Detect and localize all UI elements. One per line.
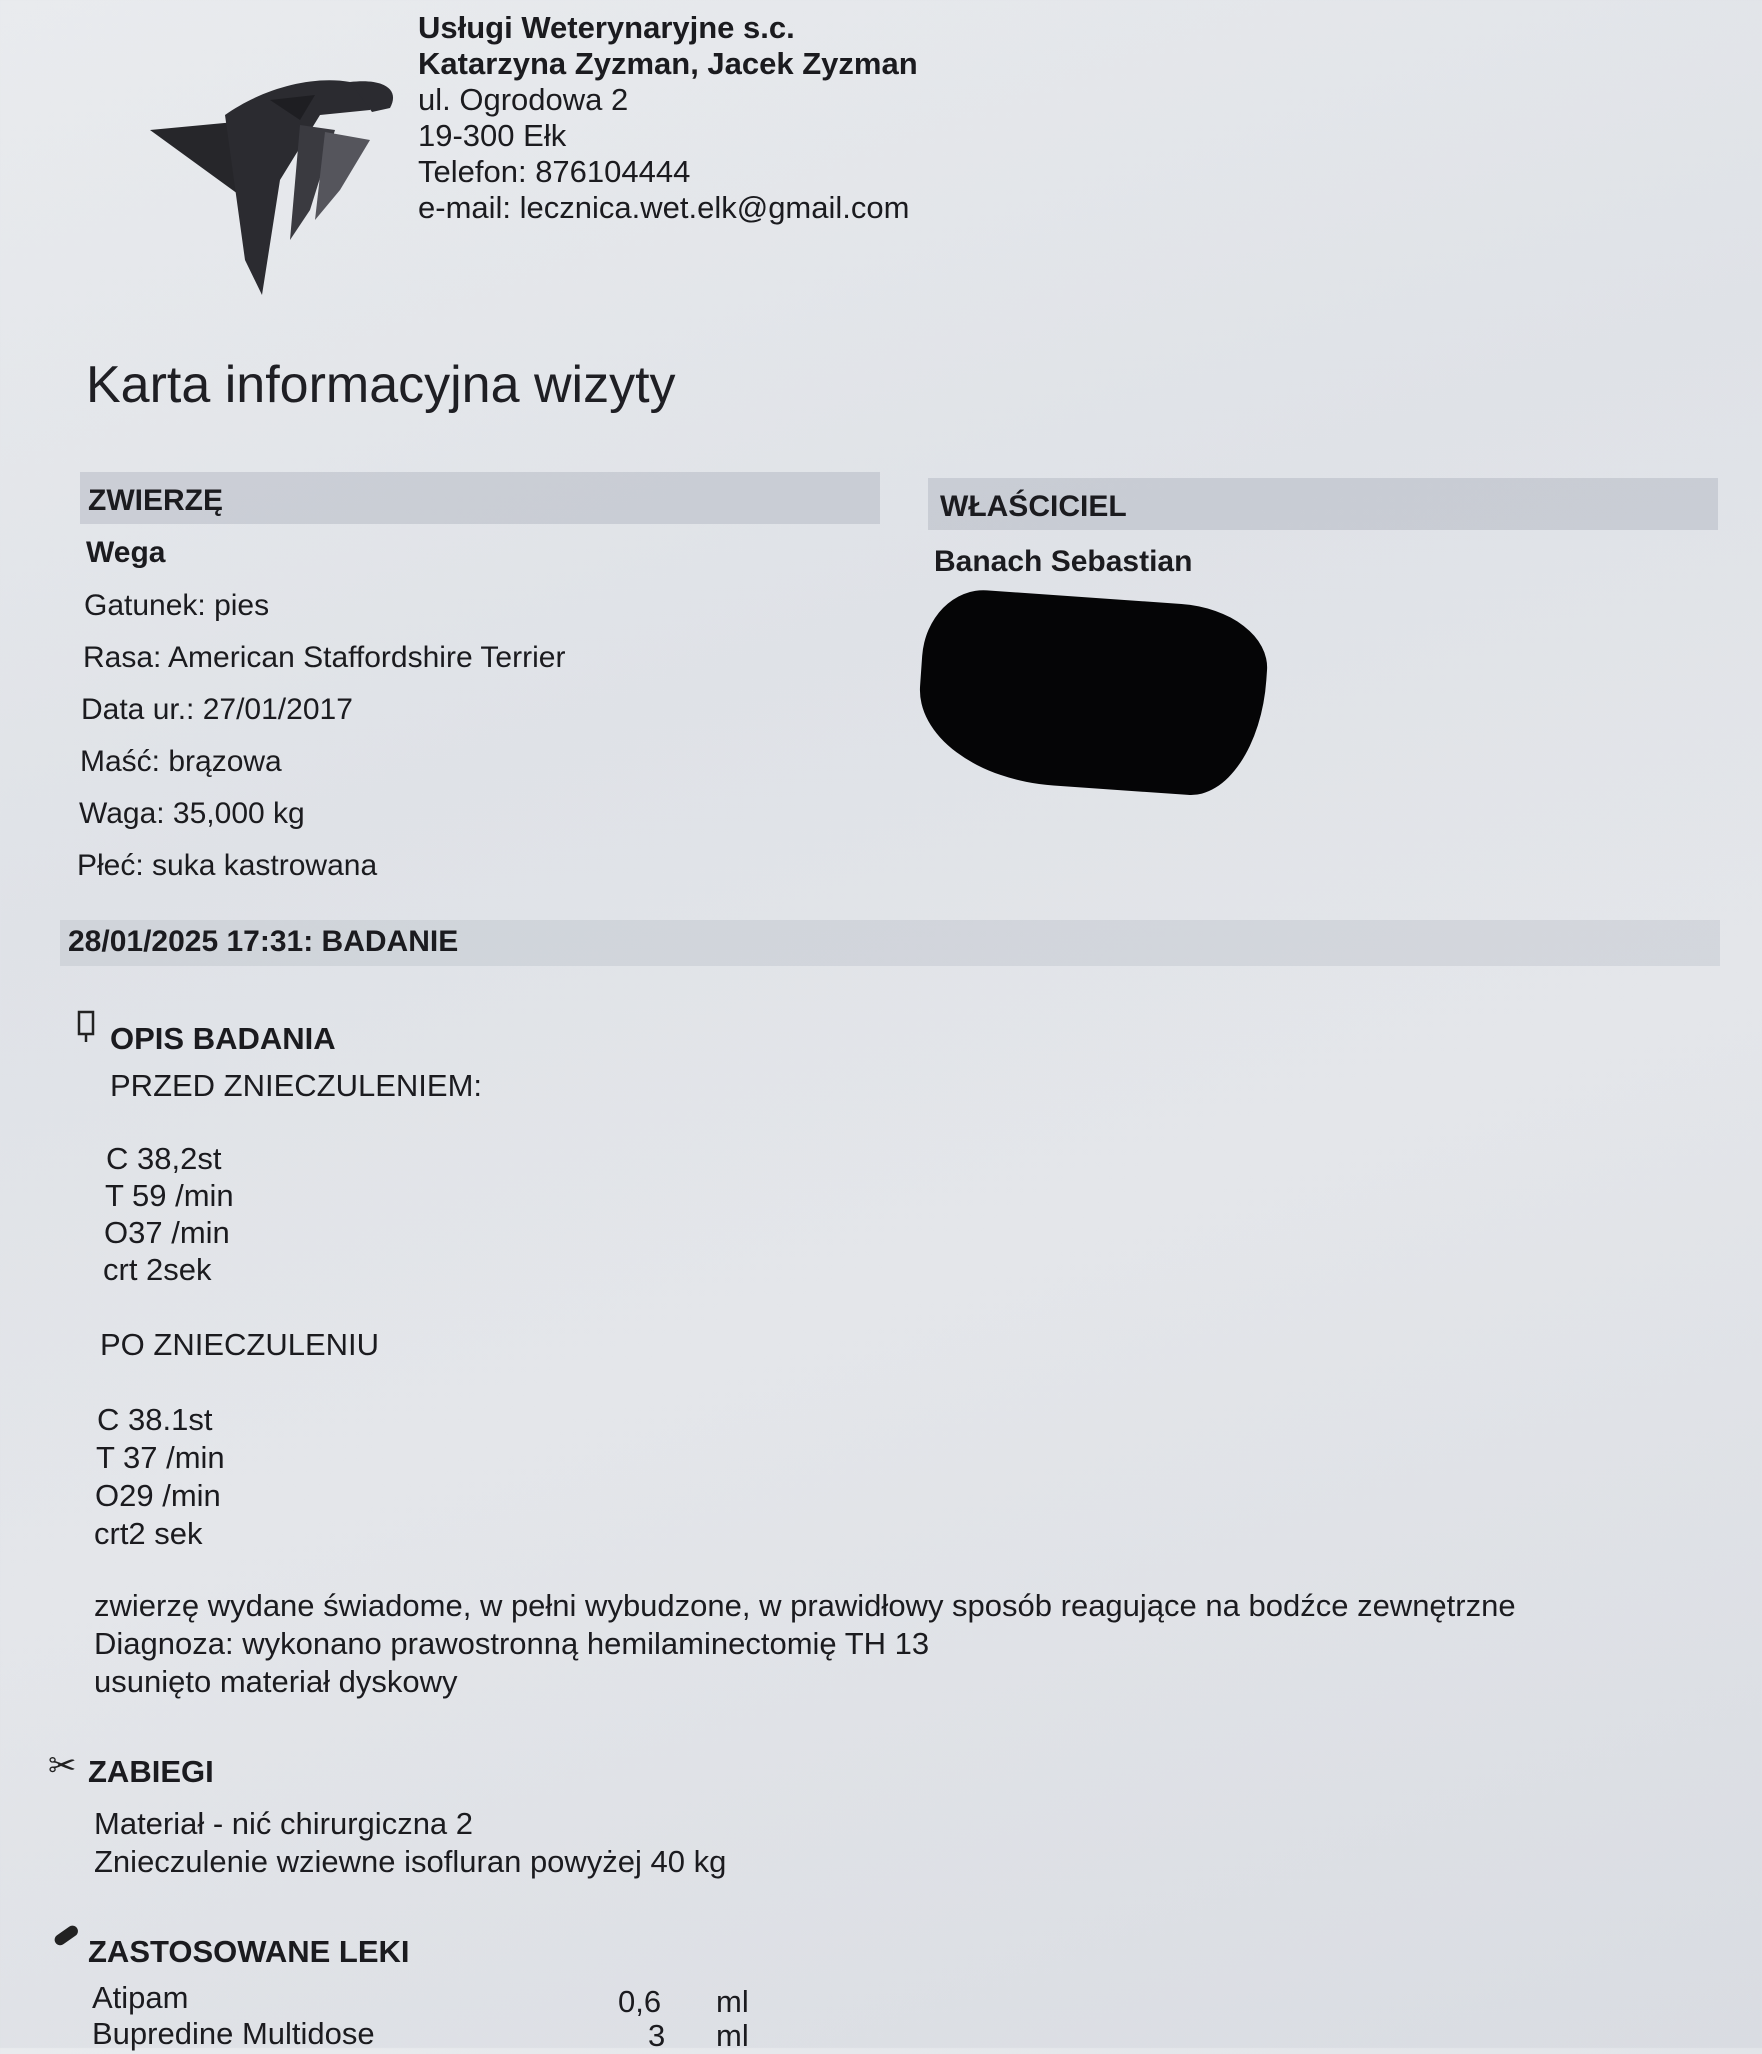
medication-amount: 3 bbox=[648, 2018, 666, 2053]
after-value: crt2 sek bbox=[94, 1516, 203, 1551]
medication-unit: ml bbox=[716, 1984, 749, 2019]
clinic-owners: Katarzyna Zyzman, Jacek Zyzman bbox=[418, 46, 918, 81]
after-anesthesia-title: PO ZNIECZULENIU bbox=[100, 1327, 380, 1362]
clinic-street: ul. Ogrodowa 2 bbox=[418, 82, 629, 117]
clinic-phone: Telefon: 876104444 bbox=[418, 154, 691, 189]
owner-name: Banach Sebastian bbox=[934, 545, 1193, 578]
clinic-header bbox=[418, 10, 918, 226]
animal-species: Gatunek: pies bbox=[84, 589, 270, 622]
clinic-city: 19-300 Ełk bbox=[418, 118, 567, 153]
after-value: T 37 /min bbox=[96, 1440, 225, 1475]
clinic-logo bbox=[150, 70, 400, 295]
pill-icon bbox=[50, 1922, 82, 1956]
before-value: T 59 /min bbox=[105, 1178, 234, 1213]
medications-title: ZASTOSOWANE LEKI bbox=[88, 1934, 410, 1969]
after-value: O29 /min bbox=[95, 1478, 221, 1513]
visit-header: 28/01/2025 17:31: BADANIE bbox=[68, 925, 459, 958]
medication-amount: 0,6 bbox=[618, 1984, 662, 2019]
medication-name: Atipam bbox=[92, 1980, 189, 2015]
before-value: C 38,2st bbox=[106, 1141, 222, 1176]
after-value: C 38.1st bbox=[97, 1402, 213, 1437]
note-line: usunięto materiał dyskowy bbox=[94, 1664, 458, 1699]
clinic-email: e-mail: lecznica.wet.elk@gmail.com bbox=[418, 190, 910, 225]
before-value: crt 2sek bbox=[103, 1252, 212, 1287]
owner-heading: WŁAŚCICIEL bbox=[940, 490, 1127, 523]
procedure-item: Materiał - nić chirurgiczna 2 bbox=[94, 1806, 474, 1841]
animal-breed: Rasa: American Staffordshire Terrier bbox=[83, 641, 566, 674]
before-value: O37 /min bbox=[104, 1215, 230, 1250]
procedure-item: Znieczulenie wziewne isofluran powyżej 40 kg bbox=[94, 1844, 727, 1879]
medication-unit: ml bbox=[716, 2018, 749, 2053]
animal-name: Wega bbox=[86, 536, 166, 569]
note-line: zwierzę wydane świadome, w pełni wybudzone, w prawidłowy sposób reagujące na bodźce zewnętrzne bbox=[94, 1588, 1516, 1623]
procedures-title: ZABIEGI bbox=[88, 1754, 214, 1789]
exam-description-title: OPIS BADANIA bbox=[110, 1021, 336, 1056]
redaction-mark bbox=[914, 586, 1271, 800]
before-anesthesia-title: PRZED ZNIECZULENIEM: bbox=[110, 1068, 483, 1103]
animal-sex: Płeć: suka kastrowana bbox=[77, 849, 378, 882]
animal-heading: ZWIERZĘ bbox=[88, 484, 223, 517]
clipboard-icon bbox=[76, 1010, 96, 1052]
document-title: Karta informacyjna wizyty bbox=[86, 356, 676, 414]
scissors-icon: ✂ bbox=[48, 1747, 77, 1785]
medication-name: Bupredine Multidose bbox=[92, 2016, 375, 2051]
note-line: Diagnoza: wykonano prawostronną hemilaminectomię TH 13 bbox=[94, 1626, 930, 1661]
clinic-name: Usługi Weterynaryjne s.c. bbox=[418, 10, 795, 45]
animal-weight: Waga: 35,000 kg bbox=[79, 797, 305, 830]
animal-color: Maść: brązowa bbox=[80, 745, 282, 778]
animal-birth-date: Data ur.: 27/01/2017 bbox=[81, 693, 353, 726]
